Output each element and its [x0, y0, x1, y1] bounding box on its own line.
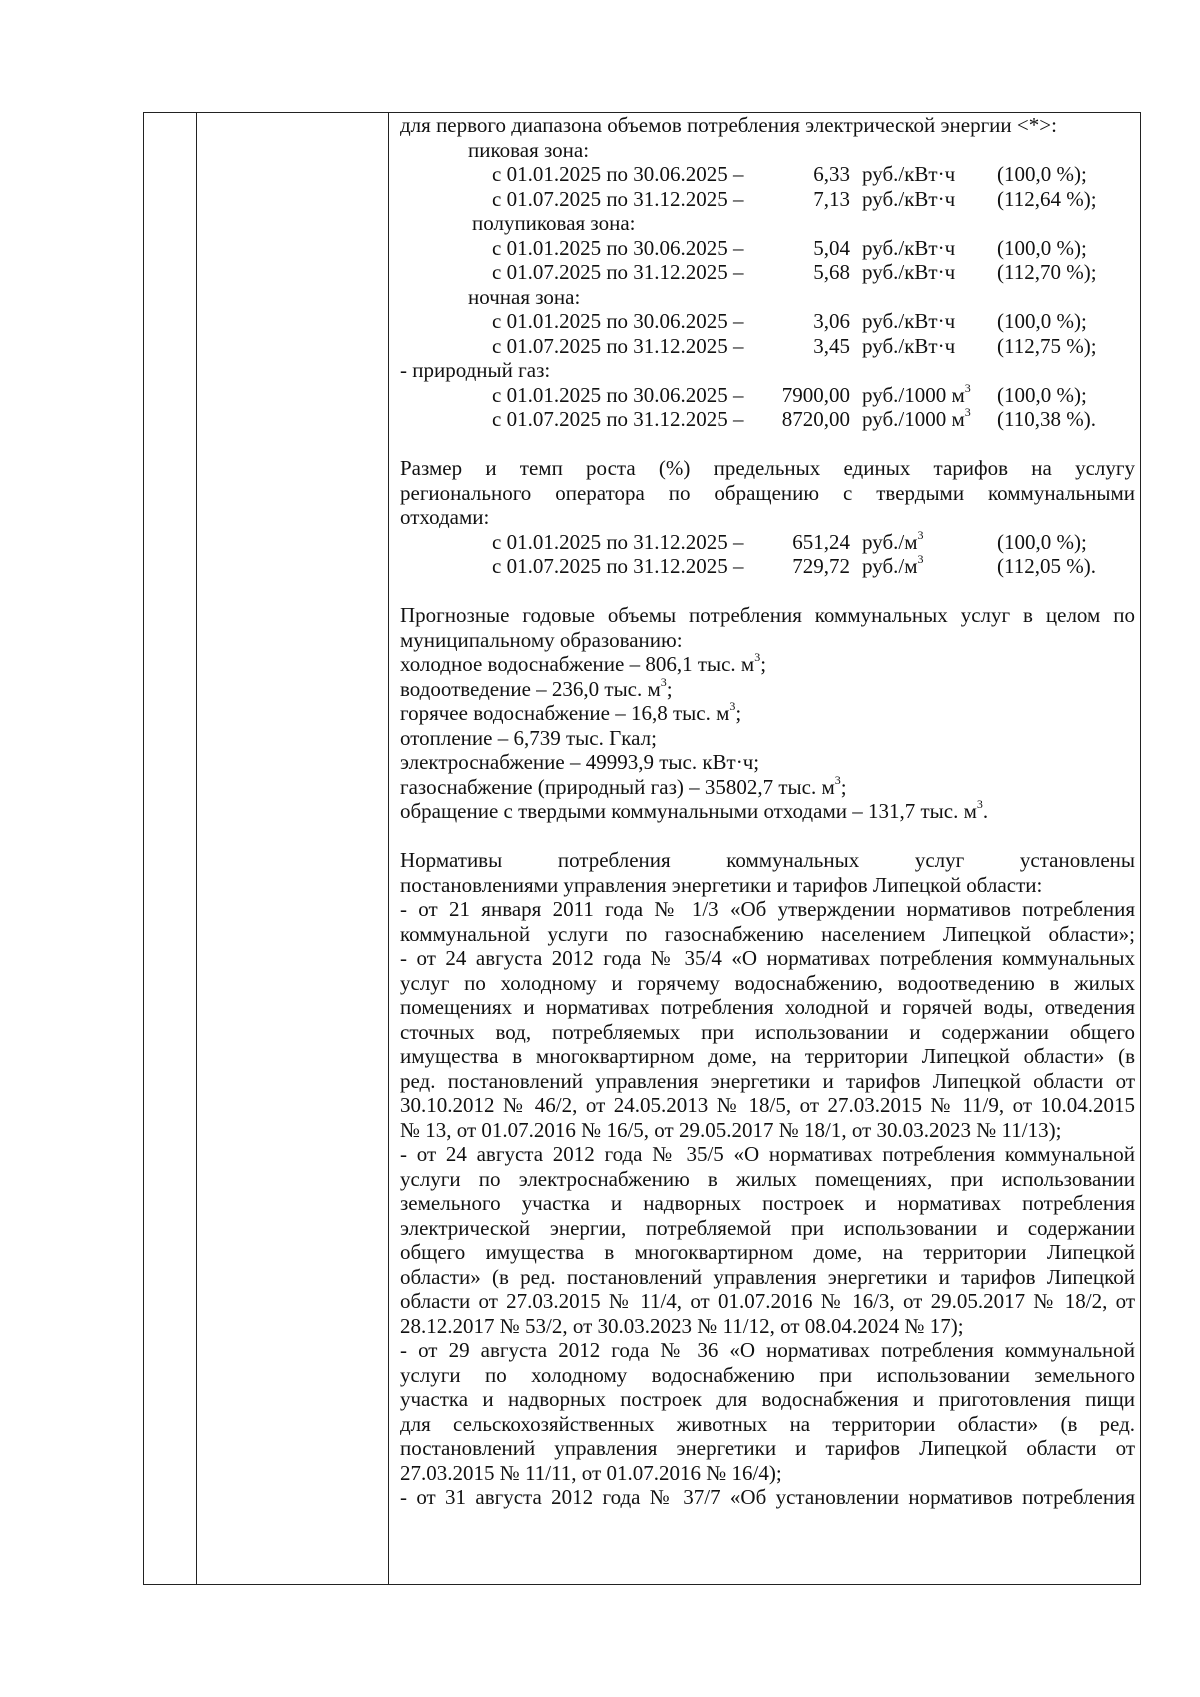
volume-item: газоснабжение (природный газ) – 35802,7 тыс. $м^3$; [400, 772, 847, 799]
waste-heading-line: Размер и темп роста (%) предельных единых тарифов на услугу [400, 456, 1135, 480]
unit-superscript: 3 [917, 552, 924, 566]
norms-line: - от 29 августа 2012 года № 36 «О нормативах потребления коммунальной [400, 1338, 1135, 1362]
tariff-percent: (110,38 %). [997, 407, 1096, 431]
tariff-period: с 01.01.2025 по 30.06.2025 – [492, 382, 744, 407]
norms-line: - от 21 января 2011 года № 1/3 «Об утверждении нормативов потребления [400, 897, 1135, 921]
norms-section [400, 848, 1135, 1510]
tariff-percent: (112,05 %). [997, 554, 1096, 578]
tariff-unit: $руб./м^3$ [862, 552, 924, 578]
unit-superscript: 3 [964, 380, 971, 395]
tariff-row [400, 260, 1135, 285]
norms-line: постановлений управления энергетики и тарифов Липецкой области от [400, 1436, 1135, 1460]
tariff-percent: (100,0 %); [997, 382, 1087, 407]
waste-heading-line: регионального оператора по обращению с твердыми коммунальными [400, 480, 1135, 505]
volume-item: электроснабжение – 49993,9 тыс. кВт·ч; [400, 750, 760, 774]
norms-line: - от 31 августа 2012 года № 37/7 «Об установлении нормативов потребления [400, 1485, 1135, 1509]
zone-label: полупиковая зона: [472, 211, 636, 235]
tariff-period: с 01.01.2025 по 30.06.2025 – [492, 309, 744, 333]
tariff-value: 651,24 [792, 529, 850, 554]
electric-intro: для первого диапазона объемов потребления электрической энергии <*>: [400, 113, 1057, 137]
norms-line: ред. постановлений управления энергетики и тарифов Липецкой области от [400, 1068, 1135, 1093]
norms-line: услуг по холодному и горячему водоснабжению, водоотведению в жилых [400, 970, 1135, 995]
unit-superscript: 3 [660, 674, 667, 689]
norms-line: участка и надворных построек для водоснабжения и приготовления пищи [400, 1387, 1135, 1411]
zone-label: пиковая зона: [468, 137, 590, 162]
norms-line: 28.12.2017 № 53/2, от 30.03.2023 № 11/12, от 08.04.2024 № 17); [400, 1313, 964, 1338]
tariff-value: 6,33 [813, 162, 850, 186]
tariff-value: 3,06 [813, 309, 850, 333]
norms-line: для сельскохозяйственных животных на территории области» (в ред. [400, 1411, 1135, 1436]
tariff-value: 7,13 [813, 186, 850, 211]
norms-line: области от 27.03.2015 № 11/4, от 01.07.2016 № 16/3, от 29.05.2017 № 18/2, от [400, 1289, 1135, 1313]
tariff-period: с 01.07.2025 по 31.12.2025 – [492, 554, 744, 578]
tariff-row [400, 527, 1135, 555]
norms-line: - от 24 августа 2012 года № 35/4 «О нормативах потребления коммунальных [400, 946, 1135, 970]
norms-line: помещениях и нормативах потребления холодной и горячей воды, отведения [400, 995, 1135, 1019]
tariff-unit: руб./кВт·ч [862, 309, 956, 333]
tariff-period: с 01.07.2025 по 31.12.2025 – [492, 186, 744, 211]
tariff-percent: (100,0 %); [997, 309, 1087, 333]
tariff-unit: руб./кВт·ч [862, 162, 956, 186]
volumes-list [400, 652, 1135, 824]
tariff-row [400, 236, 1135, 261]
tariff-percent: (112,75 %); [997, 333, 1097, 358]
waste-heading-line: отходами: [400, 505, 490, 529]
norms-line: Нормативы потребления коммунальных услуг установлены [400, 848, 1135, 872]
tariff-row [400, 380, 1135, 408]
tariff-value: 7900,00 [781, 382, 850, 407]
tariff-period: с 01.07.2025 по 31.12.2025 – [492, 407, 744, 431]
tariff-row [400, 309, 1135, 334]
norms-line: области» (в ред. постановлений управления энергетики и тарифов Липецкой [400, 1264, 1135, 1289]
tariff-unit: руб./кВт·ч [862, 333, 956, 358]
tariff-row [400, 554, 1135, 579]
volumes-intro-line: Прогнозные годовые объемы потребления коммунальных услуг в целом по [400, 603, 1135, 627]
tariff-unit: руб./кВт·ч [862, 235, 956, 260]
norms-line: имущества в многоквартирном доме, на территории Липецкой области» (в [400, 1044, 1135, 1068]
norms-line: услуги по холодному водоснабжению при использовании земельного [400, 1362, 1135, 1387]
norms-line: электрической энергии, потребляемой при использовании и содержании [400, 1215, 1135, 1240]
norms-line: общего имущества в многоквартирном доме, на территории Липецкой [400, 1240, 1135, 1264]
tariff-period: с 01.01.2025 по 30.06.2025 – [492, 235, 744, 260]
gas-tariffs [400, 380, 1135, 432]
tariff-percent: (100,0 %); [997, 529, 1087, 554]
gas-label: - природный газ: [400, 358, 551, 382]
waste-tariff-heading [400, 456, 1135, 530]
tariff-value: 729,72 [792, 554, 850, 578]
volume-item: горячее водоснабжение – 16,8 тыс. $м^3$; [400, 699, 742, 725]
tariff-value: 8720,00 [781, 407, 850, 431]
tariff-row [400, 407, 1135, 432]
unit-superscript: 3 [976, 797, 983, 811]
norms-line: сточных вод, потребляемых при использовании и содержании общего [400, 1019, 1135, 1044]
norms-line: услуги по электроснабжению в жилых помещениях, при использовании [400, 1166, 1135, 1191]
unit-superscript: 3 [729, 699, 736, 713]
table-column-divider-1 [196, 113, 197, 1584]
unit-superscript: 3 [917, 527, 924, 542]
norms-line: земельного участка и надворных построек и нормативах потребления [400, 1191, 1135, 1215]
unit-superscript: 3 [964, 405, 971, 419]
tariff-period: с 01.07.2025 по 31.12.2025 – [492, 260, 744, 284]
volumes-intro-line: муниципальному образованию: [400, 627, 683, 652]
document-body [400, 113, 1135, 1510]
volumes-heading [400, 603, 1135, 652]
tariff-unit: руб./1000 $м^3$ [862, 380, 971, 407]
norms-line: - от 24 августа 2012 года № 35/5 «О нормативах потребления коммунальной [400, 1142, 1135, 1166]
zone-label: ночная зона: [468, 284, 581, 309]
tariff-percent: (112,64 %); [997, 186, 1097, 211]
tariff-unit: руб./кВт·ч [862, 260, 956, 284]
tariff-value: 5,04 [813, 235, 850, 260]
norms-line: постановлениями управления энергетики и тарифов Липецкой области: [400, 872, 1043, 897]
tariff-period: с 01.01.2025 по 30.06.2025 – [492, 162, 744, 186]
tariff-unit: $руб./м^3$ [862, 527, 924, 554]
tariff-row [400, 162, 1135, 187]
unit-superscript: 3 [834, 772, 841, 787]
tariff-unit: руб./1000 $м^3$ [862, 405, 971, 431]
tariff-period: с 01.07.2025 по 31.12.2025 – [492, 333, 744, 358]
volume-item: холодное водоснабжение – 806,1 тыс. $м^3$; [400, 650, 767, 676]
unit-superscript: 3 [754, 650, 761, 664]
tariff-value: 5,68 [813, 260, 850, 284]
tariff-row [400, 187, 1135, 212]
table-column-divider-2 [388, 113, 389, 1584]
electric-tariff-zones [400, 138, 1135, 359]
volume-item: обращение с твердыми коммунальными отходами – 131,7 тыс. $м^3$. [400, 797, 989, 823]
tariff-row [400, 334, 1135, 359]
tariff-percent: (112,70 %); [997, 260, 1097, 284]
tariff-unit: руб./кВт·ч [862, 186, 956, 211]
norms-line: 27.03.2015 № 11/11, от 01.07.2016 № 16/4); [400, 1460, 782, 1485]
norms-line: 30.10.2012 № 46/2, от 24.05.2013 № 18/5, от 27.03.2015 № 11/9, от 10.04.2015 [400, 1093, 1135, 1117]
norms-line: № 13, от 01.07.2016 № 16/5, от 29.05.2017 № 18/1, от 30.03.2023 № 11/13); [400, 1117, 1062, 1142]
norms-line: коммунальной услуги по газоснабжению населением Липецкой области»; [400, 921, 1135, 946]
tariff-percent: (100,0 %); [997, 235, 1087, 260]
tariff-period: с 01.01.2025 по 31.12.2025 – [492, 529, 744, 554]
volume-item: отопление – 6,739 тыс. Гкал; [400, 725, 657, 750]
volume-item: водоотведение – 236,0 тыс. $м^3$; [400, 674, 673, 701]
tariff-value: 3,45 [813, 333, 850, 358]
tariff-percent: (100,0 %); [997, 162, 1087, 186]
waste-tariffs [400, 527, 1135, 579]
